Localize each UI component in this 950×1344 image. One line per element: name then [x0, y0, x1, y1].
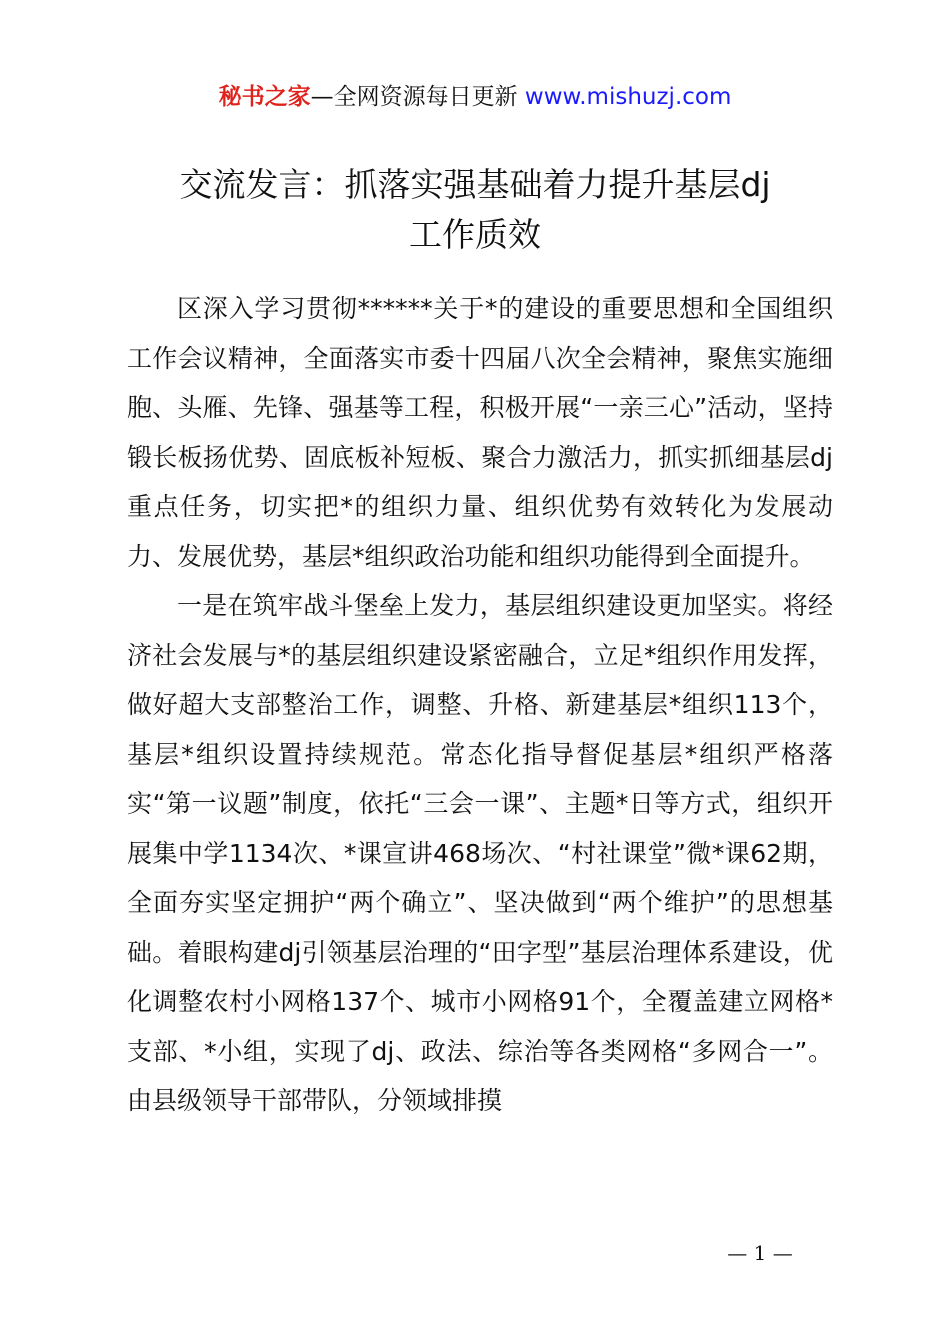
title-line-2: 工作质效	[409, 215, 541, 254]
brand-name: 秘书之家	[218, 84, 311, 110]
body-paragraph-intro: 区深入学习贯彻******关于*的建设的重要思想和全国组织工作会议精神，全面落实市委十四届八次全会精神，聚焦实施细胞、头雁、先锋、强基等工程，积极开展“一亲三心”活动，坚持锻长板扬优势、固底板补短板、聚合力激活力，抓实抓细基层dj重点任务，切实把*的组织力量、组织优势有效转化为发展动力、发展优势，基层*组织政治功能和组织功能得到全面提升。	[127, 294, 833, 571]
document-title	[100, 160, 850, 260]
document-body	[127, 284, 833, 1126]
site-header	[0, 80, 950, 114]
header-tagline: —全网资源每日更新	[310, 84, 525, 110]
site-url-link[interactable]: www.mishuzj.com	[524, 84, 732, 110]
title-line-1: 交流发言：抓落实强基础着力提升基层dj	[179, 165, 771, 204]
page-number: — 1 —	[727, 1241, 793, 1265]
body-paragraph-first-point: 一是在筑牢战斗堡垒上发力，基层组织建设更加坚实。将经济社会发展与*的基层组织建设紧密融合，立足*组织作用发挥，做好超大支部整治工作，调整、升格、新建基层*组织113个，基层*组织设置持续规范。常态化指导督促基层*组织严格落实“第一议题”制度，依托“三会一课”、主题*日等方式，组织开展集中学1134次、*课宣讲468场次、“村社课堂”微*课62期，全面夯实坚定拥护“两个确立”、坚决做到“两个维护”的思想基础。着眼构建dj引领基层治理的“田字型”基层治理体系建设，优化调整农村小网格137个、城市小网格91个，全覆盖建立网格*支部、*小组，实现了dj、政法、综治等各类网格“多网合一”。由县级领导干部带队，分领域排摸	[127, 591, 833, 1115]
